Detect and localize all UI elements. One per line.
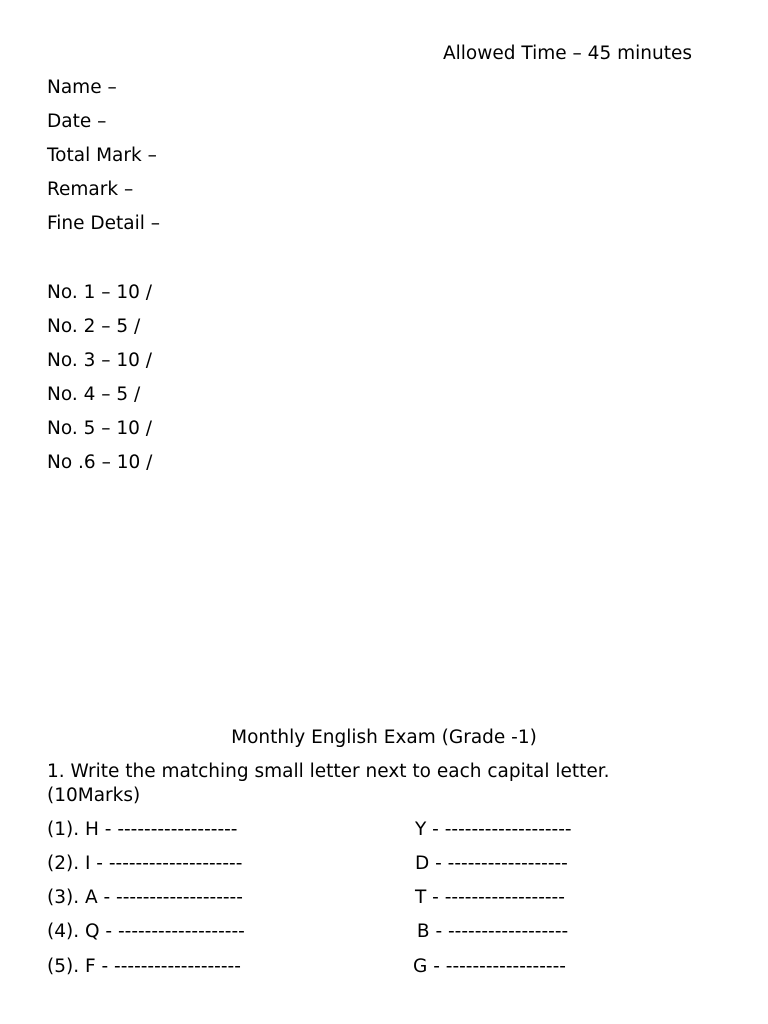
question-1-instruction (47, 760, 727, 808)
marks-item-2: No. 2 – 5 / (47, 316, 141, 337)
match-right-3: T - ------------------ (415, 887, 565, 908)
match-left-1: (1). H - ------------------ (47, 819, 238, 840)
marks-item-5: No. 5 – 10 / (47, 418, 153, 439)
marks-item-3: No. 3 – 10 / (47, 350, 153, 371)
marks-item-6: No .6 – 10 / (47, 452, 153, 473)
match-right-5: G - ------------------ (413, 956, 566, 977)
fine-detail-field-label: Fine Detail – (47, 213, 161, 234)
match-right-2: D - ------------------ (415, 853, 568, 874)
date-field-label: Date – (47, 111, 107, 132)
match-left-3: (3). A - ------------------- (47, 887, 243, 908)
exam-title: Monthly English Exam (Grade -1) (231, 727, 537, 748)
match-left-5: (5). F - ------------------- (47, 956, 241, 977)
marks-item-1: No. 1 – 10 / (47, 282, 153, 303)
remark-field-label: Remark – (47, 179, 134, 200)
match-left-2: (2). I - -------------------- (47, 853, 243, 874)
match-right-4: B - ------------------ (411, 921, 569, 942)
marks-item-4: No. 4 – 5 / (47, 384, 141, 405)
name-field-label: Name – (47, 77, 117, 98)
allowed-time: Allowed Time – 45 minutes (443, 43, 692, 64)
question-1-marks: (10Marks) (47, 785, 141, 806)
match-right-1: Y - ------------------- (415, 819, 572, 840)
match-left-4: (4). Q - ------------------- (47, 921, 245, 942)
total-mark-field-label: Total Mark – (47, 145, 157, 166)
question-1-text: 1. Write the matching small letter next to each capital letter. (47, 761, 610, 782)
